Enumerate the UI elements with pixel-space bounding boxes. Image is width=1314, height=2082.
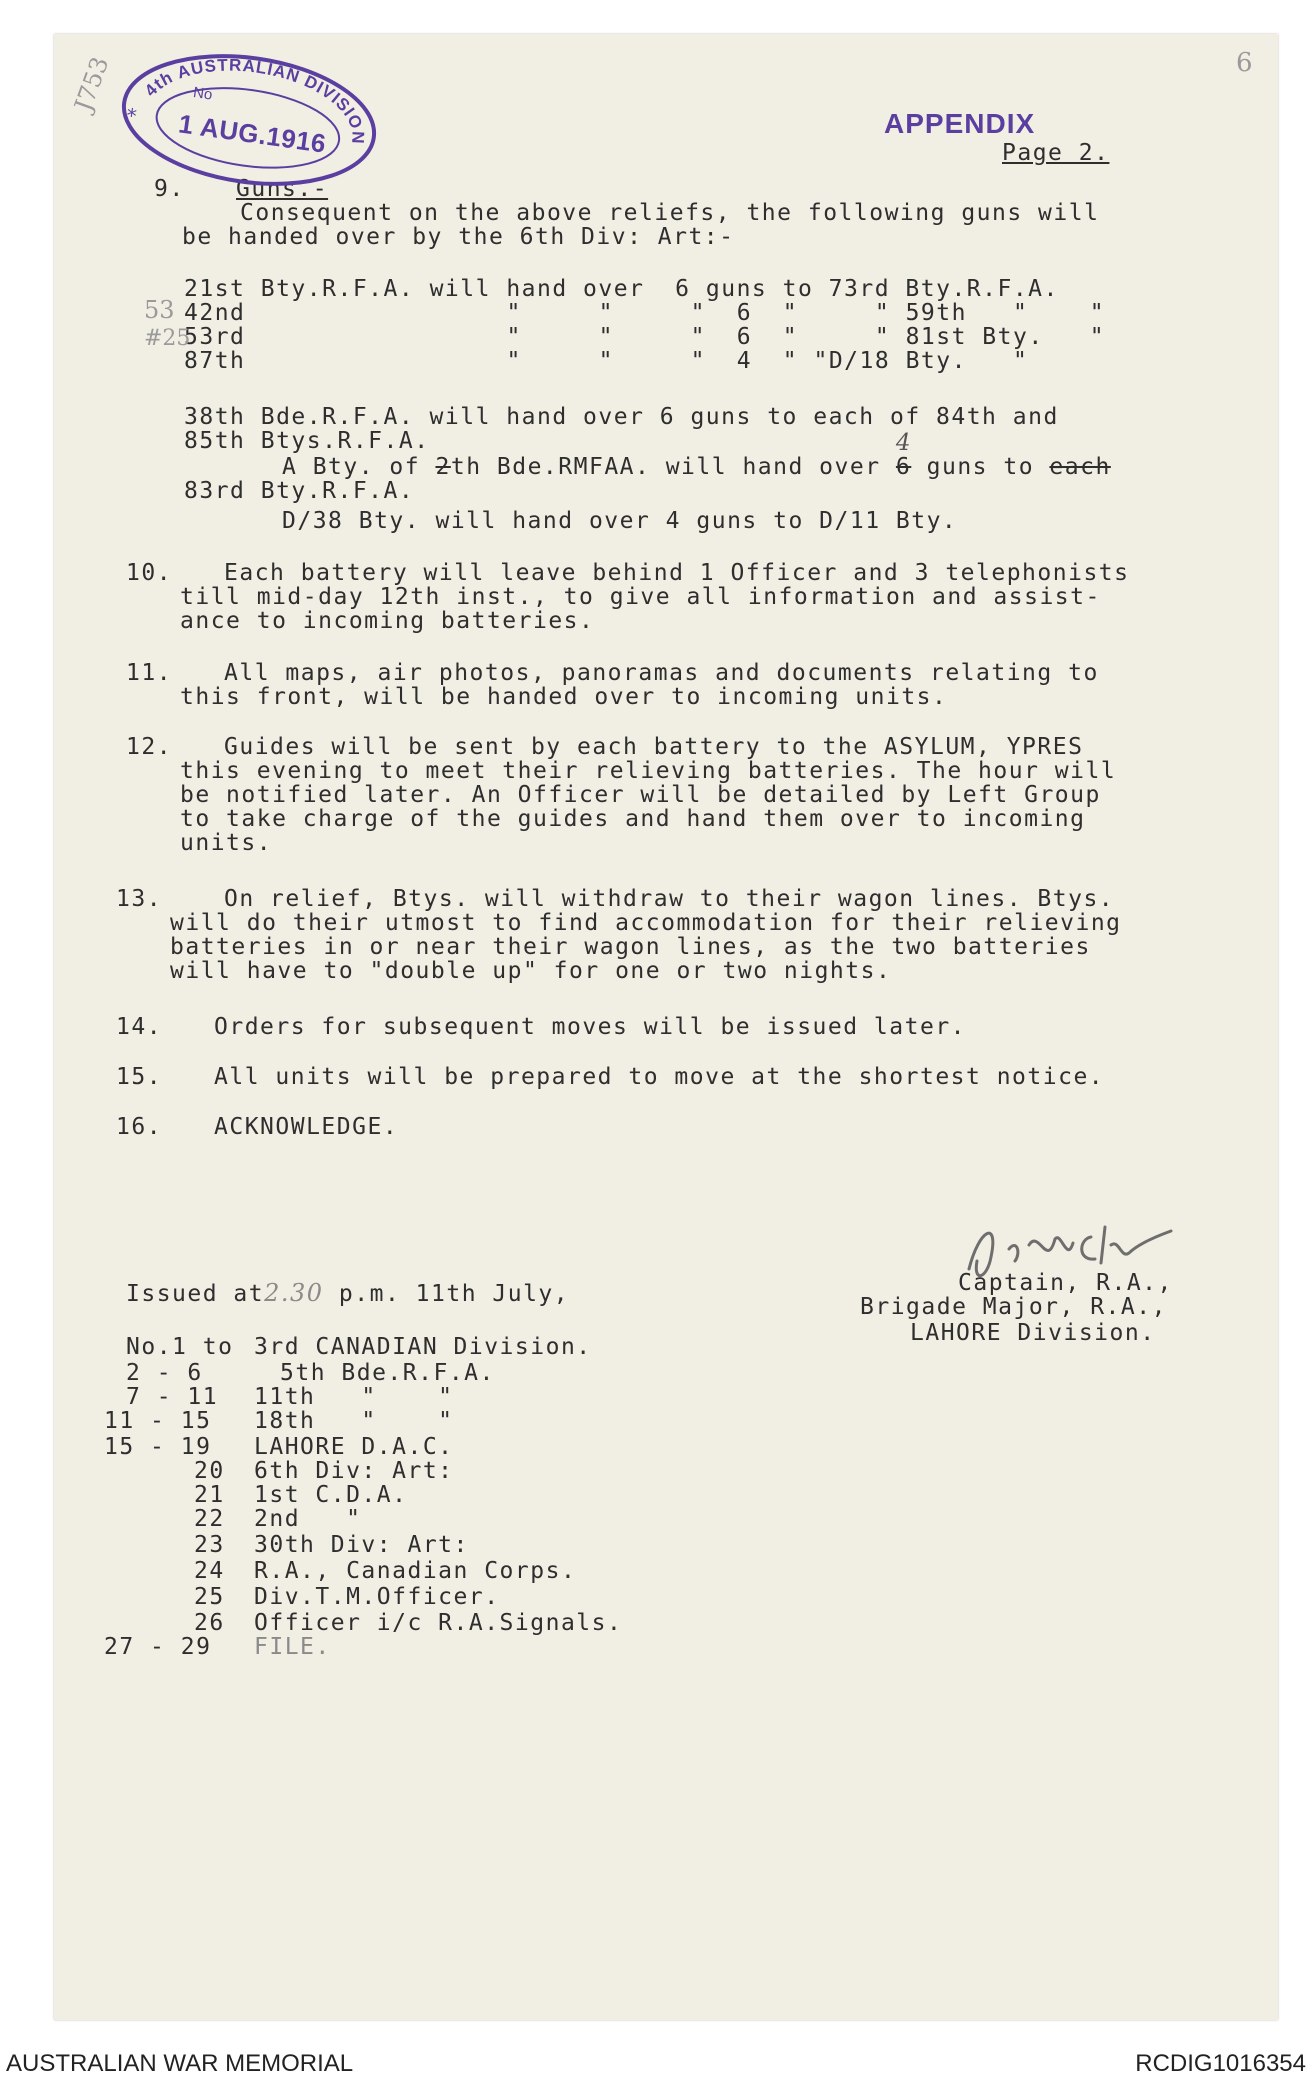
distribution-nos: 25 [194, 1584, 225, 1610]
distribution-addressee: 18th " " [254, 1408, 454, 1434]
distribution-nos: 24 [194, 1558, 225, 1584]
distribution-addressee: 3rd CANADIAN Division. [254, 1334, 592, 1360]
footer-archive-name: AUSTRALIAN WAR MEMORIAL [6, 2050, 354, 2077]
distribution-addressee: 11th " " [254, 1384, 454, 1410]
paragraph-line: On relief, Btys. will withdraw to their wagon lines. Btys. [224, 886, 1115, 912]
paragraph-line: will do their utmost to find accommodation for their relieving [170, 910, 1122, 936]
paragraph-line: Each battery will leave behind 1 Officer and 3 telephonists [224, 560, 1130, 586]
section-9b-line-5: D/38 Bty. will hand over 4 guns to D/11 Bty. [282, 508, 958, 534]
distribution-addressee: FILE. [254, 1634, 331, 1660]
paragraph-line: All maps, air photos, panoramas and documents relating to [224, 660, 1099, 686]
section-9-number: 9. [154, 176, 185, 202]
distribution-nos: 11 - 15 [104, 1408, 212, 1434]
distribution-addressee: LAHORE D.A.C. [254, 1434, 454, 1460]
distribution-addressee: Div.T.M.Officer. [254, 1584, 500, 1610]
stamp-number: No [192, 84, 214, 104]
handover-row: 42nd " " " 6 " " 59th " " [184, 300, 1106, 326]
section-9-heading: Guns.- [236, 176, 329, 202]
section-9b-line-3: A Bty. of 2th Bde.RMFAA. will hand over 6 4 guns to each [282, 430, 1111, 480]
handover-row: 87th " " " 4 " "D/18 Bty. " [184, 348, 1029, 374]
paragraph-line: be notified later. An Officer will be detailed by Left Group [180, 782, 1101, 808]
distribution-nos: 22 [194, 1506, 225, 1532]
stamp-star: * [123, 102, 140, 129]
paragraph-number: 11. [126, 660, 173, 686]
signature-appointment: Brigade Major, R.A., [860, 1294, 1167, 1320]
distribution-addressee: Officer i/c R.A.Signals. [254, 1610, 623, 1636]
paragraph-line: till mid-day 12th inst., to give all information and assist- [180, 584, 1101, 610]
stamp-date: 1 AUG.1916 [176, 108, 329, 159]
distribution-nos: 2 - 6 [126, 1360, 203, 1386]
distribution-nos: 23 [194, 1532, 225, 1558]
distribution-nos: 27 - 29 [104, 1634, 212, 1660]
row-annotation: 53 [144, 296, 175, 324]
handover-row: 53rd " " " 6 " " 81st Bty. " [184, 324, 1106, 350]
paragraph-line: Guides will be sent by each battery to the ASYLUM, YPRES [224, 734, 1084, 760]
paragraph-line: ance to incoming batteries. [180, 608, 595, 634]
distribution-addressee: 6th Div: Art: [254, 1458, 454, 1484]
paragraph-line: batteries in or near their wagon lines, as the two batteries [170, 934, 1091, 960]
paragraph-line: ACKNOWLEDGE. [214, 1114, 399, 1140]
distribution-nos: 21 [194, 1482, 225, 1508]
row-annotation: #25 [144, 326, 191, 351]
paragraph-line: this front, will be handed over to incoming units. [180, 684, 948, 710]
paragraph-line: All units will be prepared to move at the shortest notice. [214, 1064, 1105, 1090]
distribution-addressee: 5th Bde.R.F.A. [280, 1360, 495, 1386]
section-9b-line-1: 38th Bde.R.F.A. will hand over 6 guns to each of 84th and [184, 404, 1059, 430]
section-9-intro-2: be handed over by the 6th Div: Art:- [182, 224, 735, 250]
section-9-intro-1: Consequent on the above reliefs, the following guns will [240, 200, 1100, 226]
paragraph-number: 13. [116, 886, 163, 912]
issued-time-handwritten: 2.30 [264, 1279, 324, 1307]
paragraph-line: Orders for subsequent moves will be issued later. [214, 1014, 967, 1040]
paragraph-number: 12. [126, 734, 173, 760]
paragraph-number: 10. [126, 560, 173, 586]
paragraph-line: will have to "double up" for one or two nights. [170, 958, 892, 984]
corner-page-number: 6 [1236, 48, 1253, 78]
section-9b-line-2: 85th Btys.R.F.A. [184, 428, 430, 454]
distribution-nos: No.1 to [126, 1334, 234, 1360]
paragraph-line: units. [180, 830, 273, 856]
signature-formation: LAHORE Division. [910, 1320, 1156, 1346]
footer-record-id: RCDIG1016354 [1135, 2050, 1306, 2077]
appendix-heading: APPENDIX [884, 108, 1036, 139]
stamp-division-text: 4th AUSTRALIAN DIVISION [140, 55, 368, 145]
distribution-nos: 7 - 11 [126, 1384, 219, 1410]
paragraph-number: 16. [116, 1114, 163, 1140]
signature-rank: Captain, R.A., [958, 1270, 1173, 1296]
paragraph-number: 14. [116, 1014, 163, 1040]
page-label: Page 2. [1002, 140, 1110, 166]
distribution-nos: 26 [194, 1610, 225, 1636]
document-page [54, 34, 1278, 2020]
distribution-nos: 15 - 19 [104, 1434, 212, 1460]
distribution-addressee: 2nd " [254, 1506, 362, 1532]
distribution-addressee: 1st C.D.A. [254, 1482, 408, 1508]
issued-line: Issued at2.30 p.m. 11th July, [126, 1279, 570, 1307]
inserted-count: 4 [895, 430, 913, 456]
paragraph-line: this evening to meet their relieving batteries. The hour will [180, 758, 1117, 784]
section-9b-line-4: 83rd Bty.R.F.A. [184, 478, 415, 504]
handover-row: 21st Bty.R.F.A. will hand over 6 guns to 73rd Bty.R.F.A. [184, 276, 1059, 302]
paragraph-line: to take charge of the guides and hand them over to incoming [180, 806, 1086, 832]
distribution-addressee: 30th Div: Art: [254, 1532, 469, 1558]
paragraph-number: 15. [116, 1064, 163, 1090]
distribution-addressee: R.A., Canadian Corps. [254, 1558, 577, 1584]
distribution-nos: 20 [194, 1458, 225, 1484]
margin-pencil-note: J753 [69, 53, 115, 115]
